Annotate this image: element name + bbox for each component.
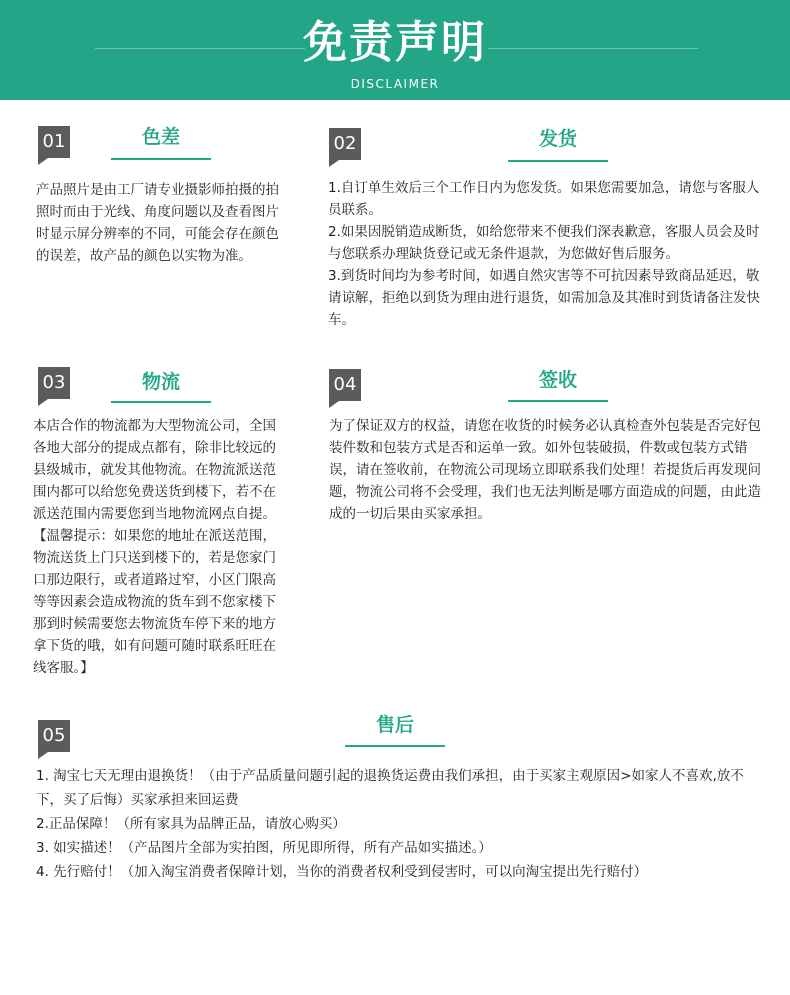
section-body bbox=[36, 179, 282, 267]
section-number: 04 bbox=[329, 369, 361, 401]
heading-underline bbox=[508, 400, 608, 402]
section-paragraph: 1.自订单生效后三个工作日内为您发货。如果您需要加急，请您与客服人员联系。 bbox=[328, 180, 760, 218]
section-paragraph: 本店合作的物流都为大型物流公司，全国各地大部分的提成点都有，除非比较远的县级城市，就发其他物流。在物流派送范围内都可以给您免费送货到楼下，若不在派送范围内需要您到当地物流网点自提。【温馨提示：如果您的地址在派送范围，物流送货上门只送到楼下的，若是您家门口那边限行，或者道路过窄，小区门限高等等因素会造成物流的货车到不您家楼下那到时候需要您去物流货车停下来的地方拿下货的哦，如有问题可随时联系旺旺在线客服。】 bbox=[33, 418, 276, 676]
section-heading: 签收 bbox=[538, 369, 577, 391]
section-paragraph: 3. 如实描述！（产品图片全部为实拍图，所见即所得，所有产品如实描述。） bbox=[36, 840, 492, 856]
section-paragraph: 4. 先行赔付！（加入淘宝消费者保障计划，当你的消费者权利受到侵害时，可以向淘宝提出先行赔付） bbox=[36, 864, 648, 880]
section-heading: 物流 bbox=[141, 371, 180, 393]
section-paragraph: 2.正品保障！（所有家具为品牌正品，请放心购买） bbox=[36, 816, 346, 832]
section-number: 03 bbox=[38, 367, 70, 399]
section-body bbox=[36, 764, 766, 884]
heading-underline bbox=[111, 401, 211, 403]
section-number: 02 bbox=[329, 128, 361, 160]
section-body bbox=[328, 177, 766, 331]
section-paragraph: 为了保证双方的权益，请您在收货的时候务必认真检查外包装是否完好包装件数和包装方式是否和运单一致。如外包装破损，件数或包装方式错误，请在签收前，在物流公司现场立即联系我们处理！若提货后再发现问题，物流公司将不会受理，我们也无法判断是哪方面造成的问题，由此造成的一切后果由买家承担。 bbox=[329, 418, 761, 522]
section-body bbox=[33, 415, 285, 679]
banner-title: 免责声明 bbox=[303, 17, 487, 68]
section-heading: 售后 bbox=[375, 714, 414, 736]
section-paragraph: 产品照片是由工厂请专业摄影师拍摄的拍照时而由于光线、角度问题以及查看图片时显示屏分辨率的不同，可能会存在颜色的误差，故产品的颜色以实物为准。 bbox=[36, 182, 279, 264]
banner-subtitle: DISCLAIMER bbox=[350, 77, 440, 91]
section-paragraph: 2.如果因脱销造成断货，如给您带来不便我们深表歉意，客服人员会及时与您联系办理缺货登记或无条件退款，为您做好售后服务。 bbox=[328, 224, 760, 262]
section-paragraph: 3.到货时间均为参考时间，如遇自然灾害等不可抗因素导致商品延迟，敬请谅解，拒绝以到货为理由进行退货，如需加急及其准时到货请备注发快车。 bbox=[328, 268, 760, 328]
heading-underline bbox=[111, 158, 211, 160]
section-paragraph: 1. 淘宝七天无理由退换货！（由于产品质量问题引起的退换货运费由我们承担，由于买家主观原因>如家人不喜欢,放不下，买了后悔）买家承担来回运费 bbox=[36, 768, 744, 808]
heading-underline bbox=[508, 160, 608, 162]
section-heading: 色差 bbox=[141, 126, 180, 148]
section-number: 01 bbox=[38, 126, 70, 158]
disclaimer-banner bbox=[0, 0, 790, 100]
section-number: 05 bbox=[38, 720, 70, 752]
heading-underline bbox=[345, 745, 445, 747]
section-heading: 发货 bbox=[538, 128, 577, 150]
section-body bbox=[329, 415, 767, 525]
